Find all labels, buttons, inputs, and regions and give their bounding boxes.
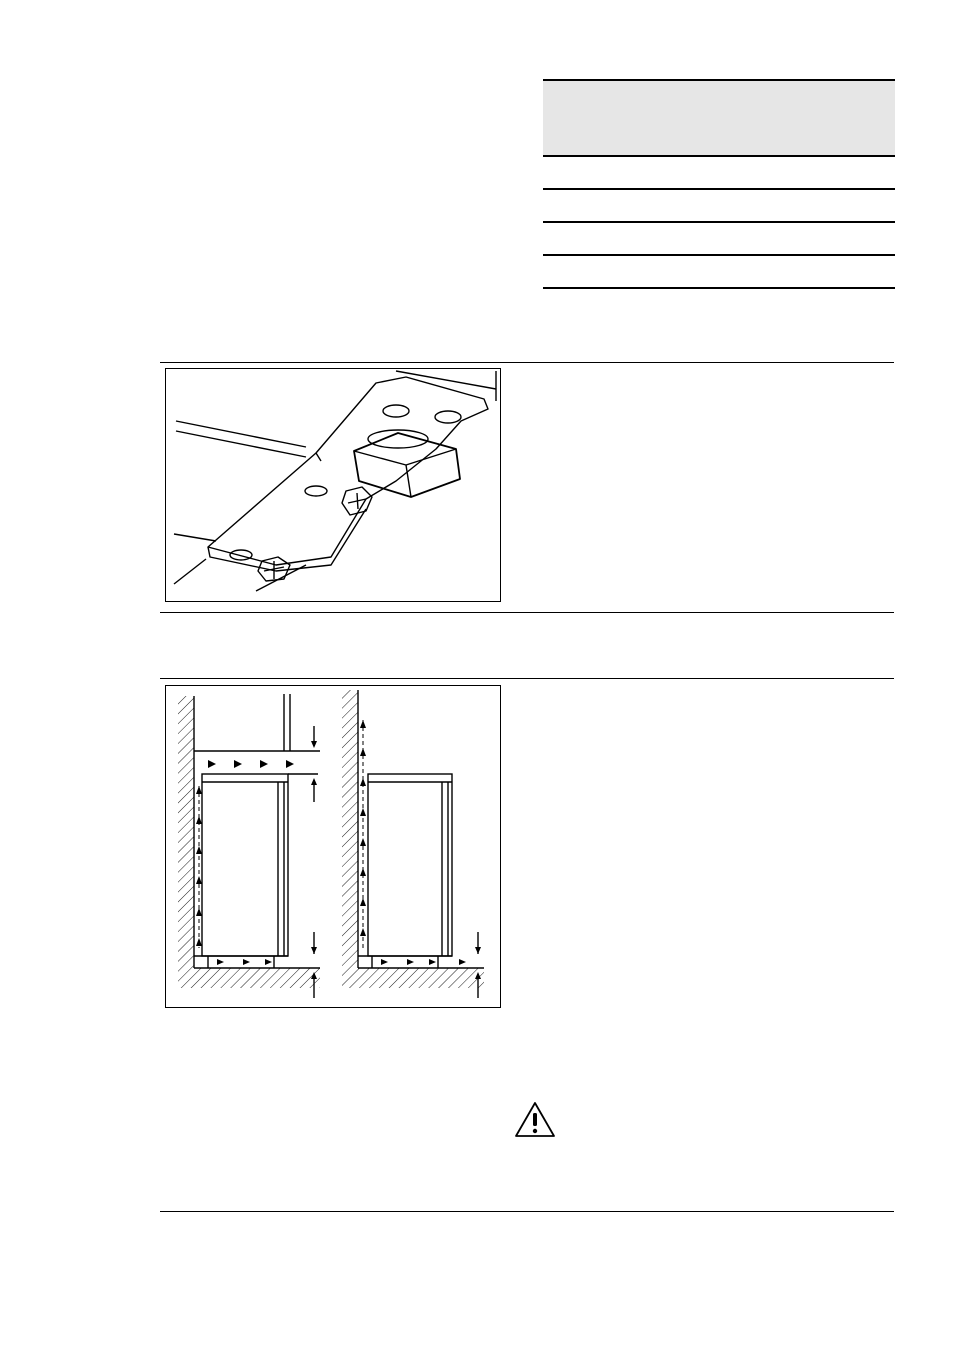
ventilation-airflow-diagram [166,686,500,1007]
warning-triangle-icon [514,1101,556,1138]
table-row [543,223,895,256]
section-divider [160,1211,894,1212]
foot-adjust-figure [165,368,501,602]
table-row [543,190,895,223]
table-row [543,256,895,289]
spec-table [543,79,895,289]
table-header [543,79,895,157]
section-divider [160,362,894,363]
section-divider [160,612,894,613]
ventilation-figure [165,685,501,1008]
table-row [543,157,895,190]
section-divider [160,678,894,679]
adjustable-foot-illustration [166,369,500,601]
